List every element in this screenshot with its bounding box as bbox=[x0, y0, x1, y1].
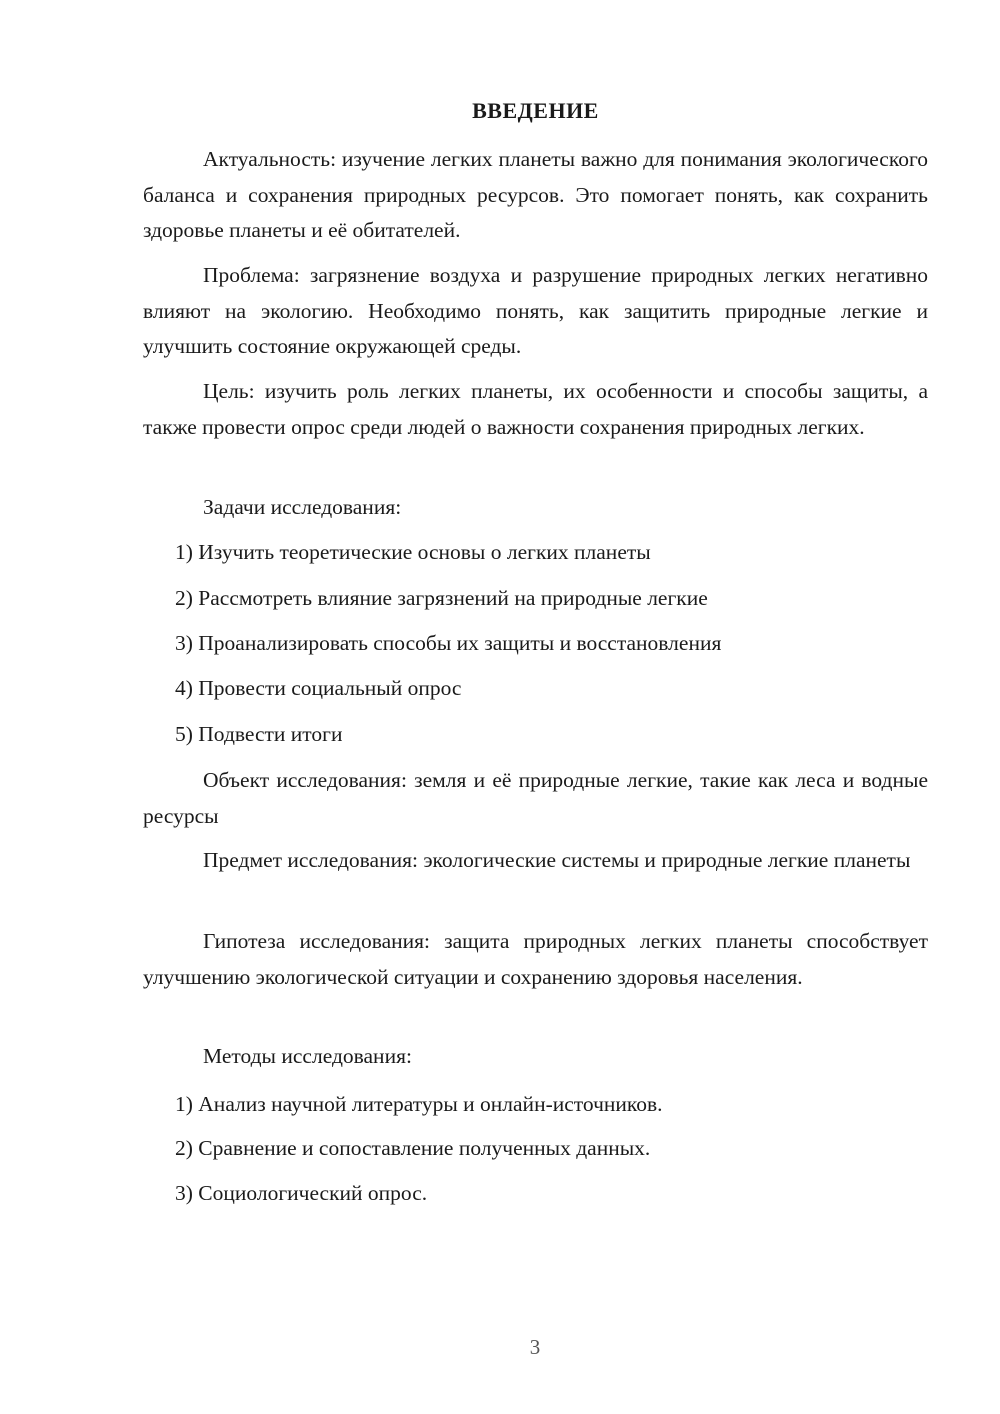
task-item-3: 3) Проанализировать способы их защиты и восстановления bbox=[175, 631, 722, 655]
object-paragraph: Объект исследования: земля и её природные легкие, такие как леса и водные ресурсы bbox=[143, 768, 928, 828]
subject-paragraph: Предмет исследования: экологические системы и природные легкие планеты bbox=[203, 848, 911, 872]
page-number: 3 bbox=[529, 1335, 541, 1359]
method-item-1: 1) Анализ научной литературы и онлайн-источников. bbox=[175, 1092, 663, 1116]
hypothesis-paragraph: Гипотеза исследования: защита природных легких планеты способствует улучшению экологической ситуации и сохранению здоровья населения. bbox=[143, 929, 928, 989]
method-item-3: 3) Социологический опрос. bbox=[175, 1181, 428, 1205]
section-heading: ВВЕДЕНИЕ bbox=[472, 98, 599, 123]
tasks-label: Задачи исследования: bbox=[203, 495, 402, 519]
problem-paragraph: Проблема: загрязнение воздуха и разрушение природных легких негативно влияют на экологию. Необходимо понять, как защитить природные легкие и улучшить состояние окружающей среды. bbox=[143, 263, 928, 358]
methods-label: Методы исследования: bbox=[203, 1044, 412, 1068]
task-item-2: 2) Рассмотреть влияние загрязнений на природные легкие bbox=[175, 586, 708, 610]
relevance-paragraph: Актуальность: изучение легких планеты важно для понимания экологического баланса и сохранения природных ресурсов. Это помогает понять, как сохранить здоровье планеты и её обитателей. bbox=[143, 147, 928, 242]
task-item-1: 1) Изучить теоретические основы о легких планеты bbox=[175, 540, 651, 564]
task-item-4: 4) Провести социальный опрос bbox=[175, 676, 462, 700]
goal-paragraph: Цель: изучить роль легких планеты, их особенности и способы защиты, а также провести опрос среди людей о важности сохранения природных легких. bbox=[143, 379, 928, 439]
task-item-5: 5) Подвести итоги bbox=[175, 722, 343, 746]
method-item-2: 2) Сравнение и сопоставление полученных данных. bbox=[175, 1136, 651, 1160]
